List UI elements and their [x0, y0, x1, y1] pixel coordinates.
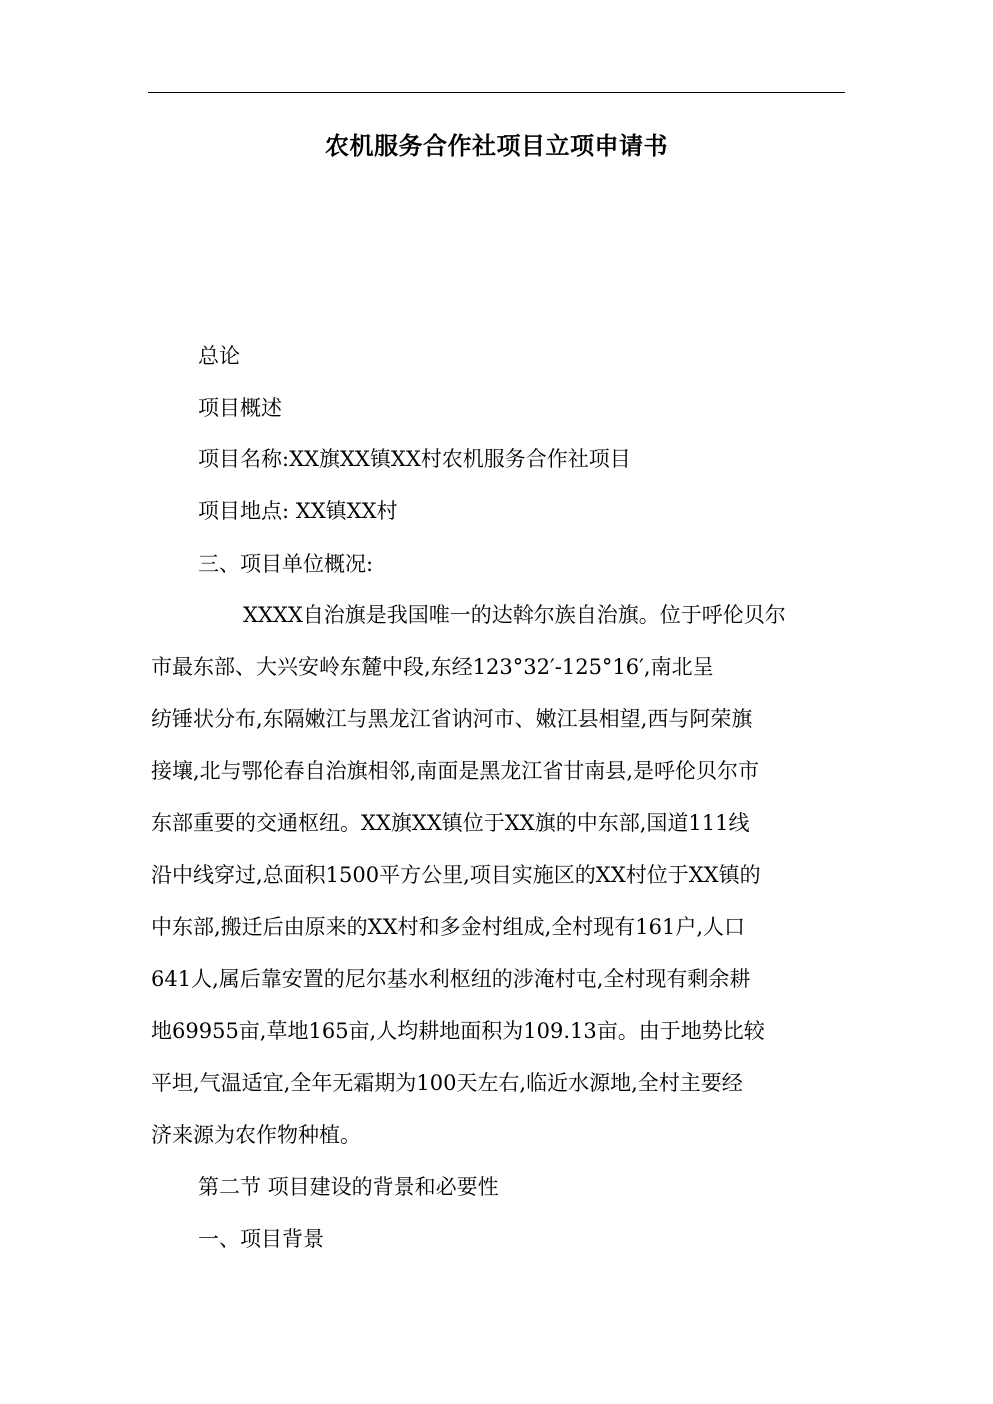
paragraph-line: 纺锤状分布,东隔嫩江与黑龙江省讷河市、嫩江县相望,西与阿荣旗: [151, 707, 753, 731]
project-name-line: 项目名称:XX旗XX镇XX村农机服务合作社项目: [198, 447, 631, 471]
paragraph-line: 地69955亩,草地165亩,人均耕地面积为109.13亩。由于地势比较: [151, 1019, 765, 1043]
section-two-heading: 第二节 项目建设的背景和必要性: [198, 1175, 499, 1199]
project-location-line: 项目地点: XX镇XX村: [198, 499, 398, 523]
heading-overview: 项目概述: [198, 396, 282, 420]
paragraph-line: 东部重要的交通枢纽。XX旗XX镇位于XX旗的中东部,国道111线: [151, 811, 750, 835]
heading-general: 总论: [198, 344, 240, 368]
header-rule: [148, 92, 845, 93]
paragraph-line: 市最东部、大兴安岭东麓中段,东经123°32′-125°16′,南北呈: [151, 655, 714, 679]
paragraph-line: XXXX自治旗是我国唯一的达斡尔族自治旗。位于呼伦贝尔: [243, 603, 786, 627]
paragraph-line: 中东部,搬迁后由原来的XX村和多金村组成,全村现有161户,人口: [151, 915, 746, 939]
document-title: 农机服务合作社项目立项申请书: [325, 131, 668, 160]
paragraph-line: 641人,属后靠安置的尼尔基水利枢纽的涉淹村屯,全村现有剩余耕: [151, 967, 751, 991]
paragraph-line: 接壤,北与鄂伦春自治旗相邻,南面是黑龙江省甘南县,是呼伦贝尔市: [151, 759, 760, 783]
background-heading: 一、项目背景: [198, 1227, 324, 1251]
paragraph-line: 平坦,气温适宜,全年无霜期为100天左右,临近水源地,全村主要经: [151, 1071, 743, 1095]
paragraph-line: 济来源为农作物种植。: [151, 1123, 361, 1147]
heading-unit-overview: 三、项目单位概况:: [198, 552, 374, 576]
paragraph-line: 沿中线穿过,总面积1500平方公里,项目实施区的XX村位于XX镇的: [151, 863, 761, 887]
